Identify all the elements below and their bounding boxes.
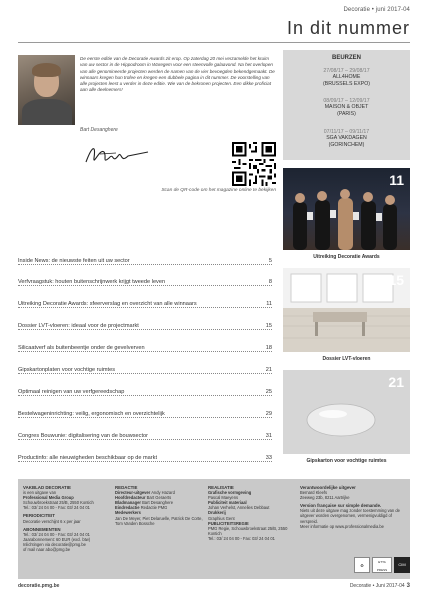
etta-press-logo: ETTA PRESS — [372, 557, 392, 573]
colophon — [18, 479, 410, 579]
toc-entry[interactable] — [18, 323, 272, 333]
colophon-heading: Verantwoordelijke uitgever — [300, 485, 356, 490]
colophon-realisation — [208, 485, 294, 541]
toc-page: 29 — [265, 411, 272, 417]
colophon-legal — [300, 485, 405, 529]
toc-entry[interactable] — [18, 301, 272, 311]
toc-page: 21 — [265, 367, 272, 373]
toc-page: 33 — [265, 455, 272, 461]
colophon-heading: PERIODICITEIT — [23, 513, 55, 519]
colophon-heading: ABONNEMENTEN — [23, 526, 61, 532]
toc-page: 11 — [266, 301, 272, 307]
colophon-heading: REDACTIE — [115, 485, 138, 490]
toc-entry[interactable] — [18, 455, 272, 465]
colophon-value: Johan Verhelst, Annelies Debbaut — [208, 505, 270, 511]
colophon-role: Bladmanager — [115, 500, 141, 506]
toc-title: Dossier LVT-vloeren: ideaal voor de projectmarkt — [18, 323, 139, 329]
colophon-line: of mail naar abo@pmg.be — [23, 547, 71, 553]
toc-title: Optimaal reinigen van uw verfgereedschap — [18, 389, 125, 395]
toc-page: 25 — [265, 389, 272, 395]
colophon-role: Drukkerij — [208, 510, 226, 516]
feature-page-number: 21 — [388, 374, 404, 390]
colophon-heading: VAKBLAD DECORATIE — [23, 485, 71, 490]
colophon-role: Medewerkers — [115, 510, 141, 516]
toc-entry[interactable] — [18, 279, 272, 289]
qr-caption: Scan de QR-code om het magazine online te bekijken — [161, 188, 276, 193]
colophon-line: Jaarabonnement: 60 EUR (excl. btw) — [23, 536, 91, 542]
feature-page-number: 11 — [389, 172, 404, 188]
fair-dates: 08/09/17 – 12/09/17 — [323, 98, 370, 104]
header-divider — [18, 42, 410, 43]
fair-item — [283, 129, 410, 148]
colophon-line: Inlichtingen via decoratie@pmg.be — [23, 541, 86, 547]
fair-name: ALL4HOME — [332, 74, 361, 81]
page-title: In dit nummer — [286, 18, 410, 38]
colophon-line: Niets uit deze uitgave mag zonder toestemming van de uitgever worden overgenomen, vermenigvuldigd of verspreid. — [300, 508, 400, 524]
colophon-editorial — [115, 485, 203, 526]
colophon-value: PMG Regie, Schouwbroekstraat 25/B, 2550 Kontich — [208, 525, 288, 536]
colophon-value: Bart Desanghere — [142, 500, 174, 506]
fair-item — [283, 68, 410, 87]
feature-caption: Dossier LVT-vloeren — [322, 356, 371, 362]
colophon-role: Eindredactie — [115, 505, 140, 511]
fair-name: SGA VAKDAGEN — [326, 135, 367, 142]
colophon-line: Zeeweg 23b, 8211 Aartrijke — [300, 495, 350, 501]
colophon-value: Andy Hazard — [151, 490, 175, 496]
colophon-value: Pascal Maeyens — [208, 495, 239, 501]
colophon-publisher — [23, 485, 109, 552]
toc-title: Bestelwageninrichting: veilig, ergonomisch en overzichtelijk — [18, 411, 165, 417]
toc-page: 15 — [265, 323, 272, 329]
toc-title: Uitreiking Decoratie Awards: sfeerverslag en overzicht van alle winnaars — [18, 301, 197, 307]
footer-meta — [350, 583, 410, 589]
colophon-value: Graphius Gent — [208, 515, 235, 521]
colophon-role: Directeur-uitgever — [115, 490, 151, 496]
colophon-line: is een uitgave van — [23, 490, 56, 496]
cim-logo: CIM — [394, 557, 410, 573]
signature-image — [82, 138, 152, 172]
toc-title: Gipskartonplaten voor vochtige ruimtes — [18, 367, 116, 373]
colophon-line: Tel.: 03/ 24 04 00 - Fax: 03/ 24 04 01 — [23, 505, 90, 511]
toc-entry[interactable] — [18, 411, 272, 421]
qr-code[interactable] — [232, 142, 276, 186]
toc-entry[interactable] — [18, 345, 272, 355]
beurzen-title: BEURZEN — [331, 55, 361, 61]
feature-page-number: 15 — [388, 272, 404, 288]
toc-title: Verfvraagstuk: houten buitenschrijnwerk krijgt tweede leven — [18, 279, 166, 285]
colophon-value: Tel.: 03/ 24 04 00 - Fax: 03/ 24 04 01 — [208, 535, 275, 541]
editorial-text: De eerste editie van de Decoratie Awards zit erop. Op zaterdag 20 mei verzamelde het kruim van uw sector in de Hippodroom in Waregem voor een steenvolle galaavond. Na het overlopen van alle genomineerde projecten werden de namen van de vier bevoegden bekendgemaakt. De winnaars kregen hun trofee en kregen een dubbele pagina in dit nummer. De voorstelling van alle projecten leest u verder in deze editie. Wie van de bekronen projecten. Een dikke proficiat aan alle deelnemers! — [80, 56, 275, 93]
toc-title: Silicaatverf als buitenbeentje onder de gevelverven — [18, 345, 145, 351]
fair-name: MAISON & OBJET — [324, 104, 369, 111]
toc-entry[interactable] — [18, 258, 272, 268]
fair-dates: 27/08/17 – 29/08/17 — [323, 68, 370, 74]
toc-entry[interactable] — [18, 433, 272, 443]
header-meta: Decoratie • juni 2017-04 — [343, 7, 410, 13]
colophon-value: Redactie PMG — [140, 505, 168, 511]
page-number: 3 — [406, 583, 410, 589]
colophon-line: Decoratie verschijnt 6 x per jaar — [23, 518, 81, 524]
fair-place: (BRUSSELS EXPO) — [323, 80, 370, 87]
colophon-role: Publiciteit materiaal — [208, 500, 247, 506]
toc-page: 18 — [265, 345, 272, 351]
footer-url[interactable]: decoratie.pmg.be — [18, 583, 60, 589]
toc-title: Productinfo: alle nieuwigheden beschikbaar op de markt — [18, 455, 157, 461]
editorial-signer: Bart Desanghere — [80, 127, 118, 133]
colophon-value: Bart Geraerts — [146, 495, 172, 501]
recycle-icon: ♻ — [354, 557, 370, 573]
colophon-line: Schouwbroekstraat 25/B, 2550 Kontich — [23, 500, 94, 506]
colophon-role: Hoofdredacteur — [115, 495, 146, 501]
feature-caption: Gipskarton voor vochtige ruimtes — [306, 458, 387, 464]
colophon-heading: REALISATIE — [208, 485, 234, 490]
colophon-line: Meer informatie op www.professionalmedia.be — [300, 523, 384, 529]
feature-photo-gipskarton[interactable] — [283, 370, 410, 454]
colophon-value: Jan De Meyer, Piet Delaruelle, Patrick De Corte, Tom Vanden Bossche — [115, 515, 203, 526]
toc-title: Congres Bouwunie: digitalisering van de bouwsector — [18, 433, 148, 439]
colophon-line: Bernard Kleefs — [300, 490, 328, 496]
toc-entry[interactable] — [18, 389, 272, 399]
colophon-line: Tel.: 03/ 24 04 00 - Fax: 03/ 24 04 01 — [23, 531, 90, 537]
feature-photo-lvt[interactable] — [283, 268, 410, 352]
colophon-heading: Version française sur simple demande. — [300, 503, 382, 509]
fair-place: (GORINCHEM) — [328, 141, 365, 148]
colophon-role: Grafische vormgeving — [208, 490, 252, 496]
fair-dates: 07/11/17 – 09/11/17 — [323, 129, 370, 135]
toc-page: 8 — [268, 279, 272, 285]
author-portrait — [18, 55, 75, 125]
feature-caption: Uitreiking Decoratie Awards — [313, 254, 380, 260]
footer-issue: Decoratie • Juni 2017-04 — [349, 583, 405, 589]
toc-title: Inside News: de nieuwste feiten uit uw sector — [18, 258, 130, 264]
colophon-line: Professional Media Group — [23, 495, 74, 501]
toc-entry[interactable] — [18, 367, 272, 377]
fair-item — [283, 98, 410, 117]
feature-photo-awards[interactable] — [283, 168, 410, 250]
toc-page: 5 — [268, 258, 272, 264]
colophon-role: PUBLICITEITSREGIE — [208, 520, 249, 526]
fair-place: (PARIS) — [337, 110, 356, 117]
toc-page: 31 — [265, 433, 272, 439]
beurzen-panel — [283, 50, 410, 160]
